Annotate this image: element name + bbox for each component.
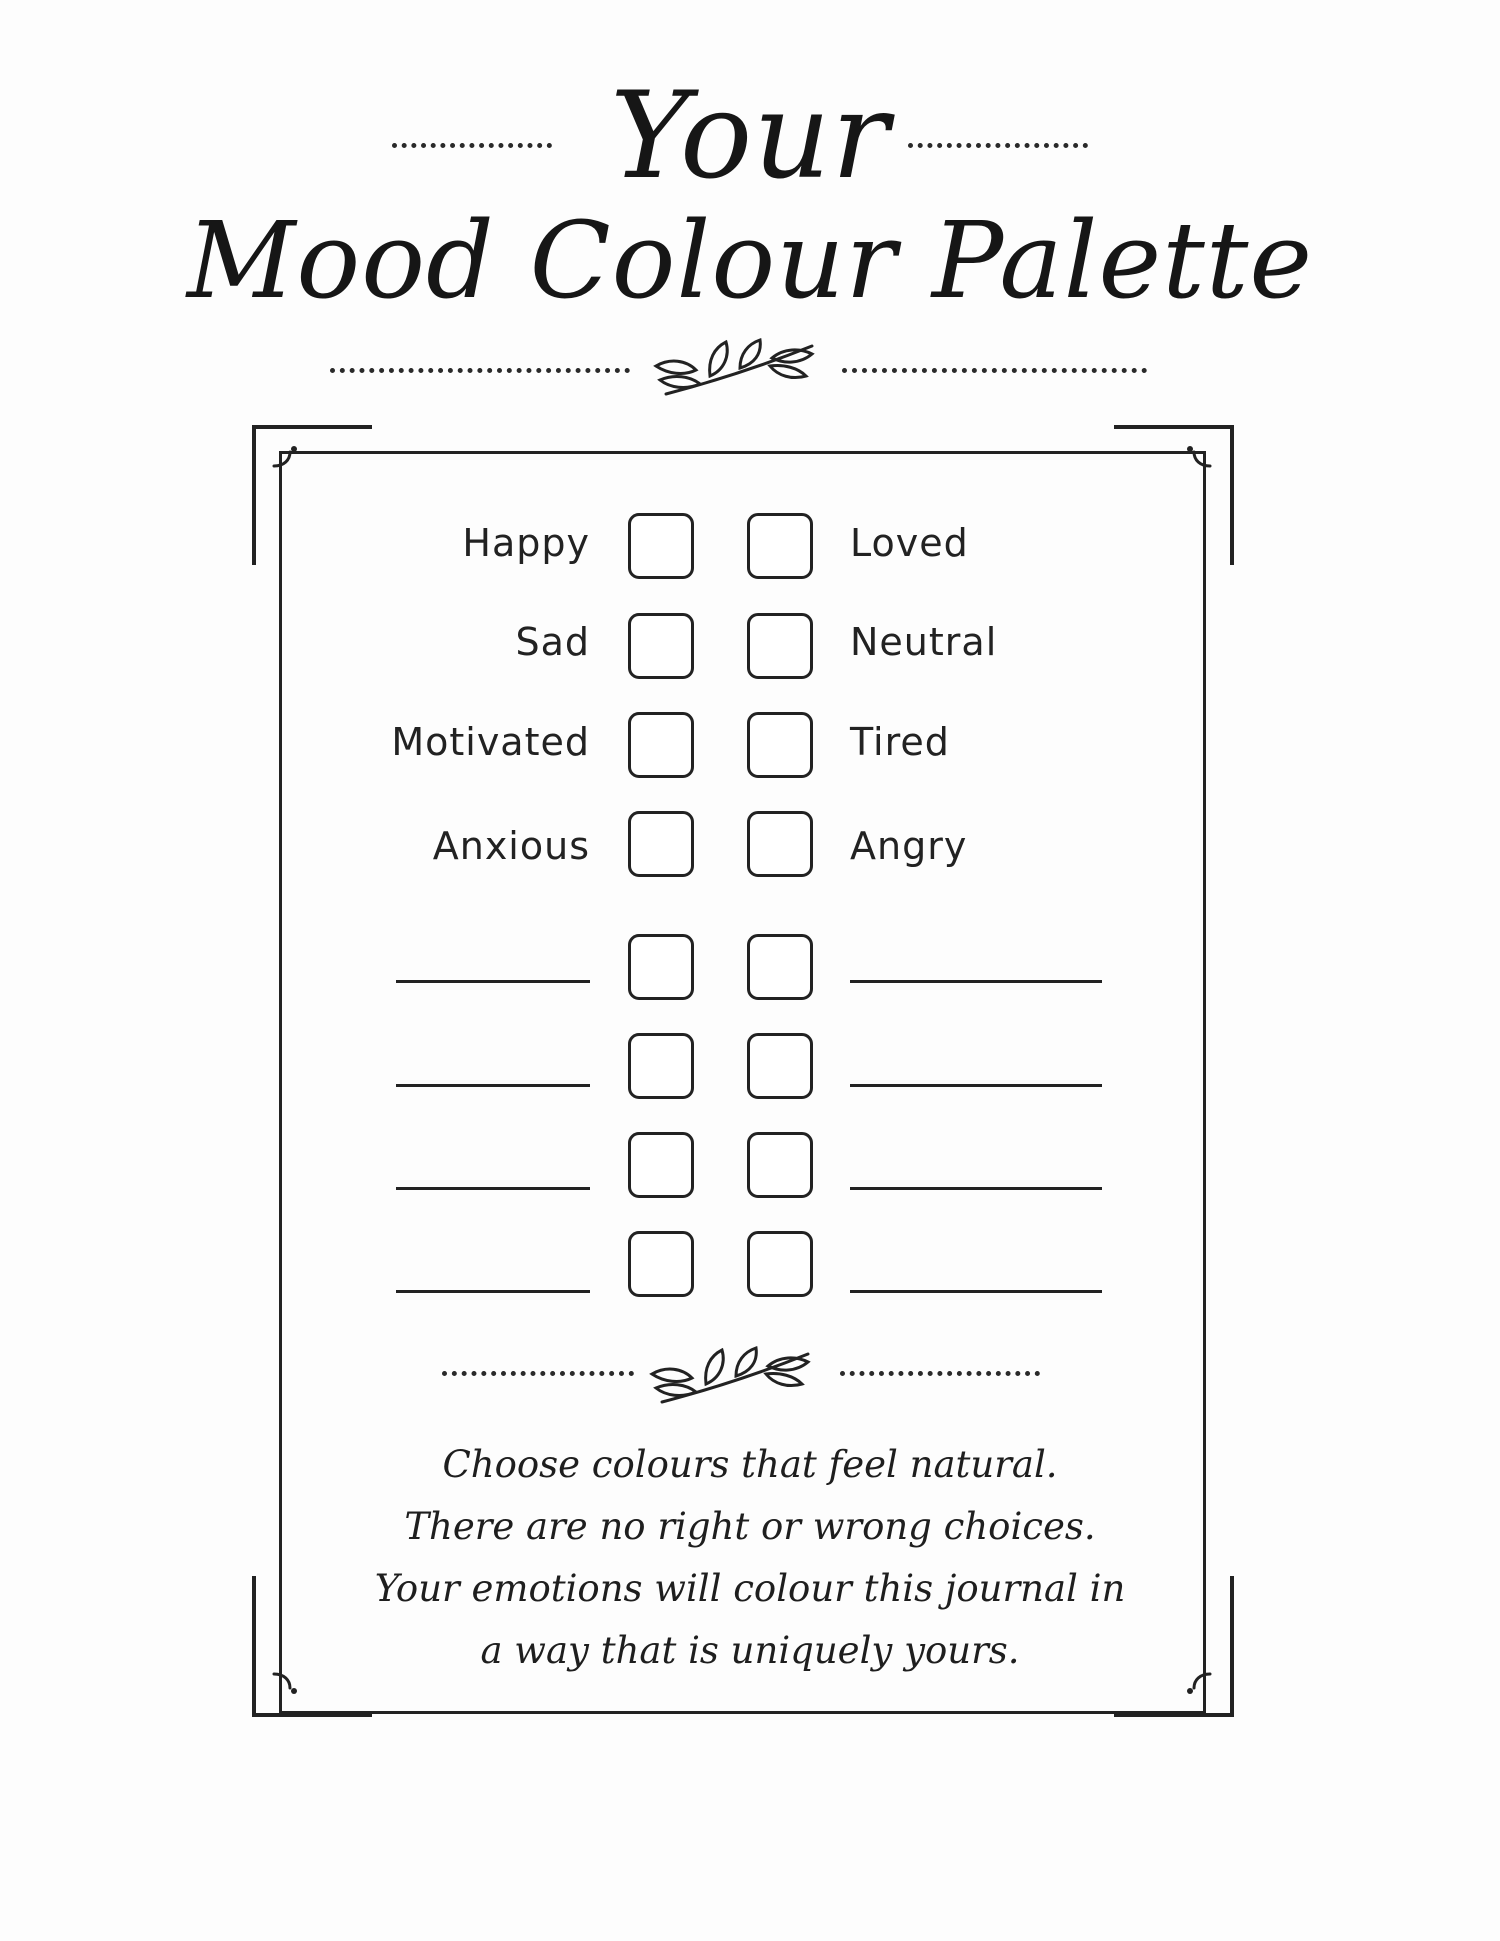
colour-box-blank[interactable]: [628, 1132, 694, 1198]
blank-line-left[interactable]: [396, 1290, 590, 1293]
divider-dots-left: [330, 368, 630, 373]
colour-box-neutral[interactable]: [747, 613, 813, 679]
mood-label-sad: Sad: [515, 620, 590, 664]
closing-note: [0, 1434, 1500, 1682]
colour-box-motivated[interactable]: [628, 712, 694, 778]
colour-box-anxious[interactable]: [628, 811, 694, 877]
page-title-line1: Your: [610, 67, 890, 206]
note-line: There are no right or wrong choices.: [404, 1505, 1096, 1548]
leaf-sprig-icon: [648, 1344, 820, 1410]
colour-box-blank[interactable]: [747, 1231, 813, 1297]
blank-line-left[interactable]: [396, 980, 590, 983]
corner-flourish-icon: [1184, 444, 1214, 470]
leaf-sprig-icon: [652, 336, 824, 402]
blank-line-right[interactable]: [850, 980, 1102, 983]
divider-dots-right: [840, 1371, 1040, 1376]
colour-box-blank[interactable]: [628, 1231, 694, 1297]
blank-line-left[interactable]: [396, 1187, 590, 1190]
mood-label-neutral: Neutral: [850, 620, 998, 664]
mood-label-anxious: Anxious: [432, 824, 590, 868]
colour-box-blank[interactable]: [747, 1033, 813, 1099]
colour-box-blank[interactable]: [628, 1033, 694, 1099]
corner-flourish-icon: [270, 444, 300, 470]
colour-box-loved[interactable]: [747, 513, 813, 579]
colour-box-blank[interactable]: [747, 934, 813, 1000]
colour-box-angry[interactable]: [747, 811, 813, 877]
divider-dots-right: [842, 368, 1147, 373]
note-line: Choose colours that feel natural.: [442, 1443, 1058, 1486]
mood-label-tired: Tired: [850, 720, 950, 764]
page-title-line2: Mood Colour Palette: [186, 199, 1314, 322]
blank-line-right[interactable]: [850, 1187, 1102, 1190]
blank-line-left[interactable]: [396, 1084, 590, 1087]
colour-box-blank[interactable]: [747, 1132, 813, 1198]
blank-line-right[interactable]: [850, 1290, 1102, 1293]
note-line: a way that is uniquely yours.: [480, 1629, 1020, 1672]
mood-label-motivated: Motivated: [391, 720, 590, 764]
note-line: Your emotions will colour this journal in: [374, 1567, 1126, 1610]
mood-label-angry: Angry: [850, 824, 968, 868]
blank-line-right[interactable]: [850, 1084, 1102, 1087]
colour-box-blank[interactable]: [628, 934, 694, 1000]
colour-box-tired[interactable]: [747, 712, 813, 778]
divider-dots-left: [442, 1371, 634, 1376]
mood-label-happy: Happy: [462, 521, 590, 565]
colour-box-happy[interactable]: [628, 513, 694, 579]
mood-label-loved: Loved: [850, 521, 969, 565]
colour-box-sad[interactable]: [628, 613, 694, 679]
